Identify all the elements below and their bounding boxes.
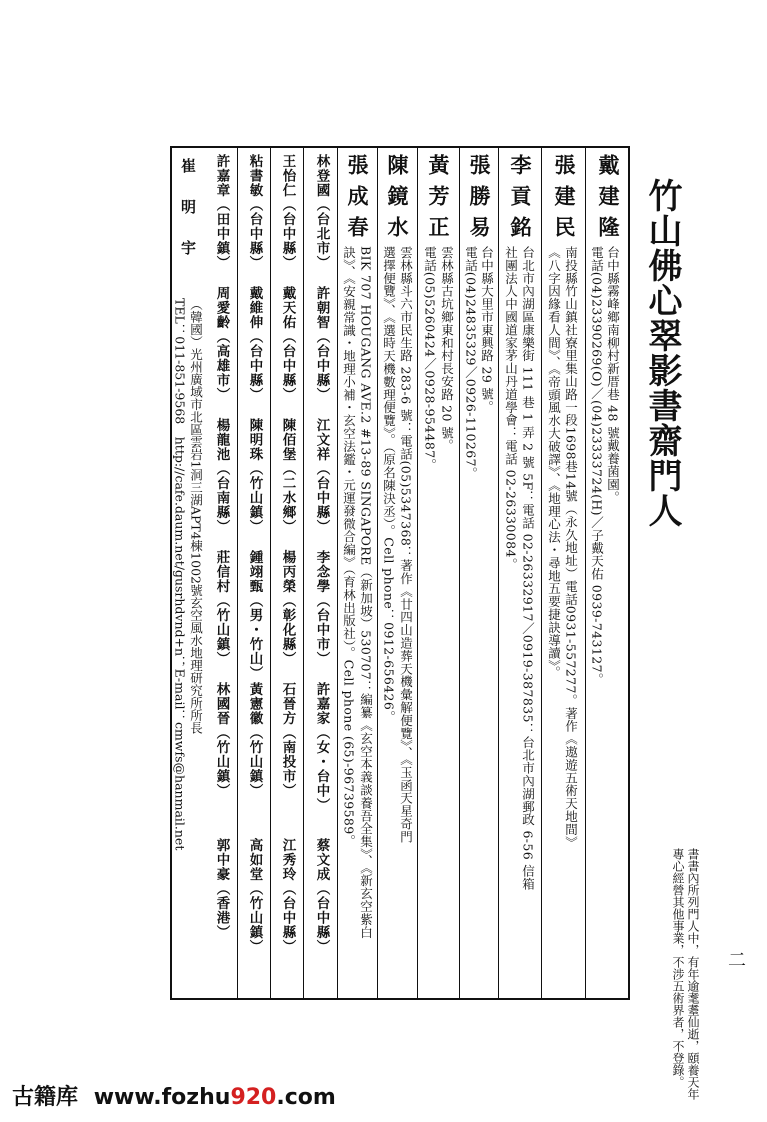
entry-line: 台中縣霧峰鄉南柳村新厝巷 48 號戴養菌園。	[605, 246, 621, 504]
group-name: 郭中豪（香港）	[213, 838, 230, 940]
group-name: 戴天佑（台中縣）	[279, 286, 296, 402]
entry-name: 戴建隆	[596, 154, 621, 247]
korea-entry	[172, 148, 205, 998]
entry-name: 張建民	[552, 154, 577, 247]
page-title: 竹山佛心翠影書齋門人	[642, 178, 682, 528]
group-name: 高如堂（竹山鎮）	[246, 838, 263, 954]
group-name: 鍾翊甄（男・竹山）	[246, 550, 263, 681]
entry-column	[586, 148, 630, 998]
group-name: 江秀玲（台中縣）	[279, 838, 296, 954]
group-name: 林登國（台北市）	[313, 154, 330, 270]
group-name: 黃憲徽（竹山鎮）	[246, 682, 263, 798]
entry-line: 選擇便覽》、《選時天機數理便覽》。（原名陳決丞）。Cell phone：0912-656426。	[381, 246, 397, 724]
entry-name: 黃芳正	[426, 154, 451, 247]
group-name: 江文祥（台中縣）	[313, 418, 330, 534]
entry-name: 張成春	[345, 154, 370, 247]
entry-name: 張勝易	[467, 154, 492, 247]
entry-line: 電話(04)23390269(O)／(04)23333724(H)／子戴天佑 0939-743127。	[589, 246, 605, 686]
group-name: 周愛齡（高雄市）	[213, 286, 230, 402]
note-line-2: 專心經營其他事業，不涉五術界者，不登錄。	[671, 848, 685, 1088]
group-column	[238, 148, 271, 998]
group-name: 楊龍池（台南縣）	[213, 418, 230, 534]
entry-name: 陳鏡水	[385, 154, 410, 247]
entry-line: 電話(05)5260424／0928-954487。	[422, 246, 438, 472]
group-name: 陳佰堡（二水鄉）	[279, 418, 296, 534]
korea-name-label: 崔明宇	[179, 158, 197, 281]
entry-line: 《八字因緣看人間》、《帝頭風水大破譯》、《地理心法・尋地五要捷訣導讀》。	[546, 246, 562, 680]
watermark-domain-prefix: www.fozhu	[93, 1085, 231, 1110]
entry-line: 社團法人中國道家茅山丹道學會：電話 02-26330084。	[503, 246, 519, 571]
group-name: 楊丙榮（彰化縣）	[279, 550, 296, 666]
entry-line: 雲林縣斗六市民生路 283-6 號：電話(05)5347368：著作《廿四山造葬天機彙解便覽》、《玉函天星奇門	[398, 246, 414, 844]
watermark-domain-suffix: .com	[276, 1085, 336, 1110]
group-name: 戴維伸（台中縣）	[246, 286, 263, 402]
group-name: 王怡仁（台中縣）	[279, 154, 296, 270]
entry-column	[460, 148, 499, 998]
watermark	[12, 1080, 336, 1111]
group-column	[271, 148, 304, 998]
group-name: 許嘉家（女・台中）	[313, 682, 330, 813]
korea-line: （韓國）光州廣域市北區雲岩1洞三湖APT4棟1002號玄空風水地理研究所所長	[188, 298, 204, 734]
entry-line: BIK 707 HOUGANG AVE.2 #13-89 SINGAPORE（新加坡）530707：編纂《玄空本義談養吾全集》、《新玄空紫白	[358, 246, 374, 939]
roster-frame	[170, 146, 630, 1000]
entry-name: 李貢銘	[508, 154, 533, 247]
group-name: 李念學（台中市）	[313, 550, 330, 666]
entry-line: 訣》、《安親常識・地理小補・玄空法鑑・元運發微合編》（育林出版社）。Cell phone (65)-96739589。	[341, 246, 357, 848]
entry-column	[338, 148, 378, 998]
group-name: 林國晉（竹山鎮）	[213, 682, 230, 798]
entry-column	[418, 148, 460, 998]
watermark-domain-number: 920	[230, 1085, 277, 1110]
group-name: 莊信村（竹山鎮）	[213, 550, 230, 666]
group-name: 陳明珠（竹山鎮）	[246, 418, 263, 534]
entry-line: 電話(04)24835329／0926-110267。	[463, 246, 479, 480]
korea-line: TEL：011-851-9568 http://cafe.daum.net/gusrhdvnd+n；E-mail：cmwfs@hanmail.net	[172, 298, 188, 851]
group-name: 許朝智（台中縣）	[313, 286, 330, 402]
note-line-1: 書書內所列門人中，有年逾耄耋仙逝，頤養天年	[686, 848, 700, 1100]
page-number: 二	[725, 950, 746, 968]
group-column	[304, 148, 338, 998]
group-name: 許嘉章（田中鎮）	[213, 154, 230, 270]
entry-line: 台北市內湖區康樂街 111 巷 1 弄 2 號 5F：電話 02-26332917／0919-387835：台北市內湖郵政 6-56 信箱	[520, 246, 536, 891]
entry-column	[499, 148, 542, 998]
entry-line: 南投縣竹山鎮社寮里集山路一段1698巷14號（永久地址）電話0931-557277。著作《遨遊五術天地間》	[563, 246, 579, 849]
group-name: 石晉方（南投市）	[279, 682, 296, 798]
group-name: 蔡文成（台中縣）	[313, 838, 330, 954]
entry-column	[378, 148, 418, 998]
group-name: 粘書敏（台中縣）	[246, 154, 263, 270]
watermark-brand: 古籍库	[12, 1085, 79, 1110]
entry-column	[542, 148, 586, 998]
group-column	[205, 148, 238, 998]
entry-line: 台中縣大里市東興路 29 號。	[479, 246, 495, 414]
disciple-group	[172, 148, 338, 998]
entry-line: 雲林縣古坑鄉東和村長安路 20 號。	[439, 246, 455, 453]
